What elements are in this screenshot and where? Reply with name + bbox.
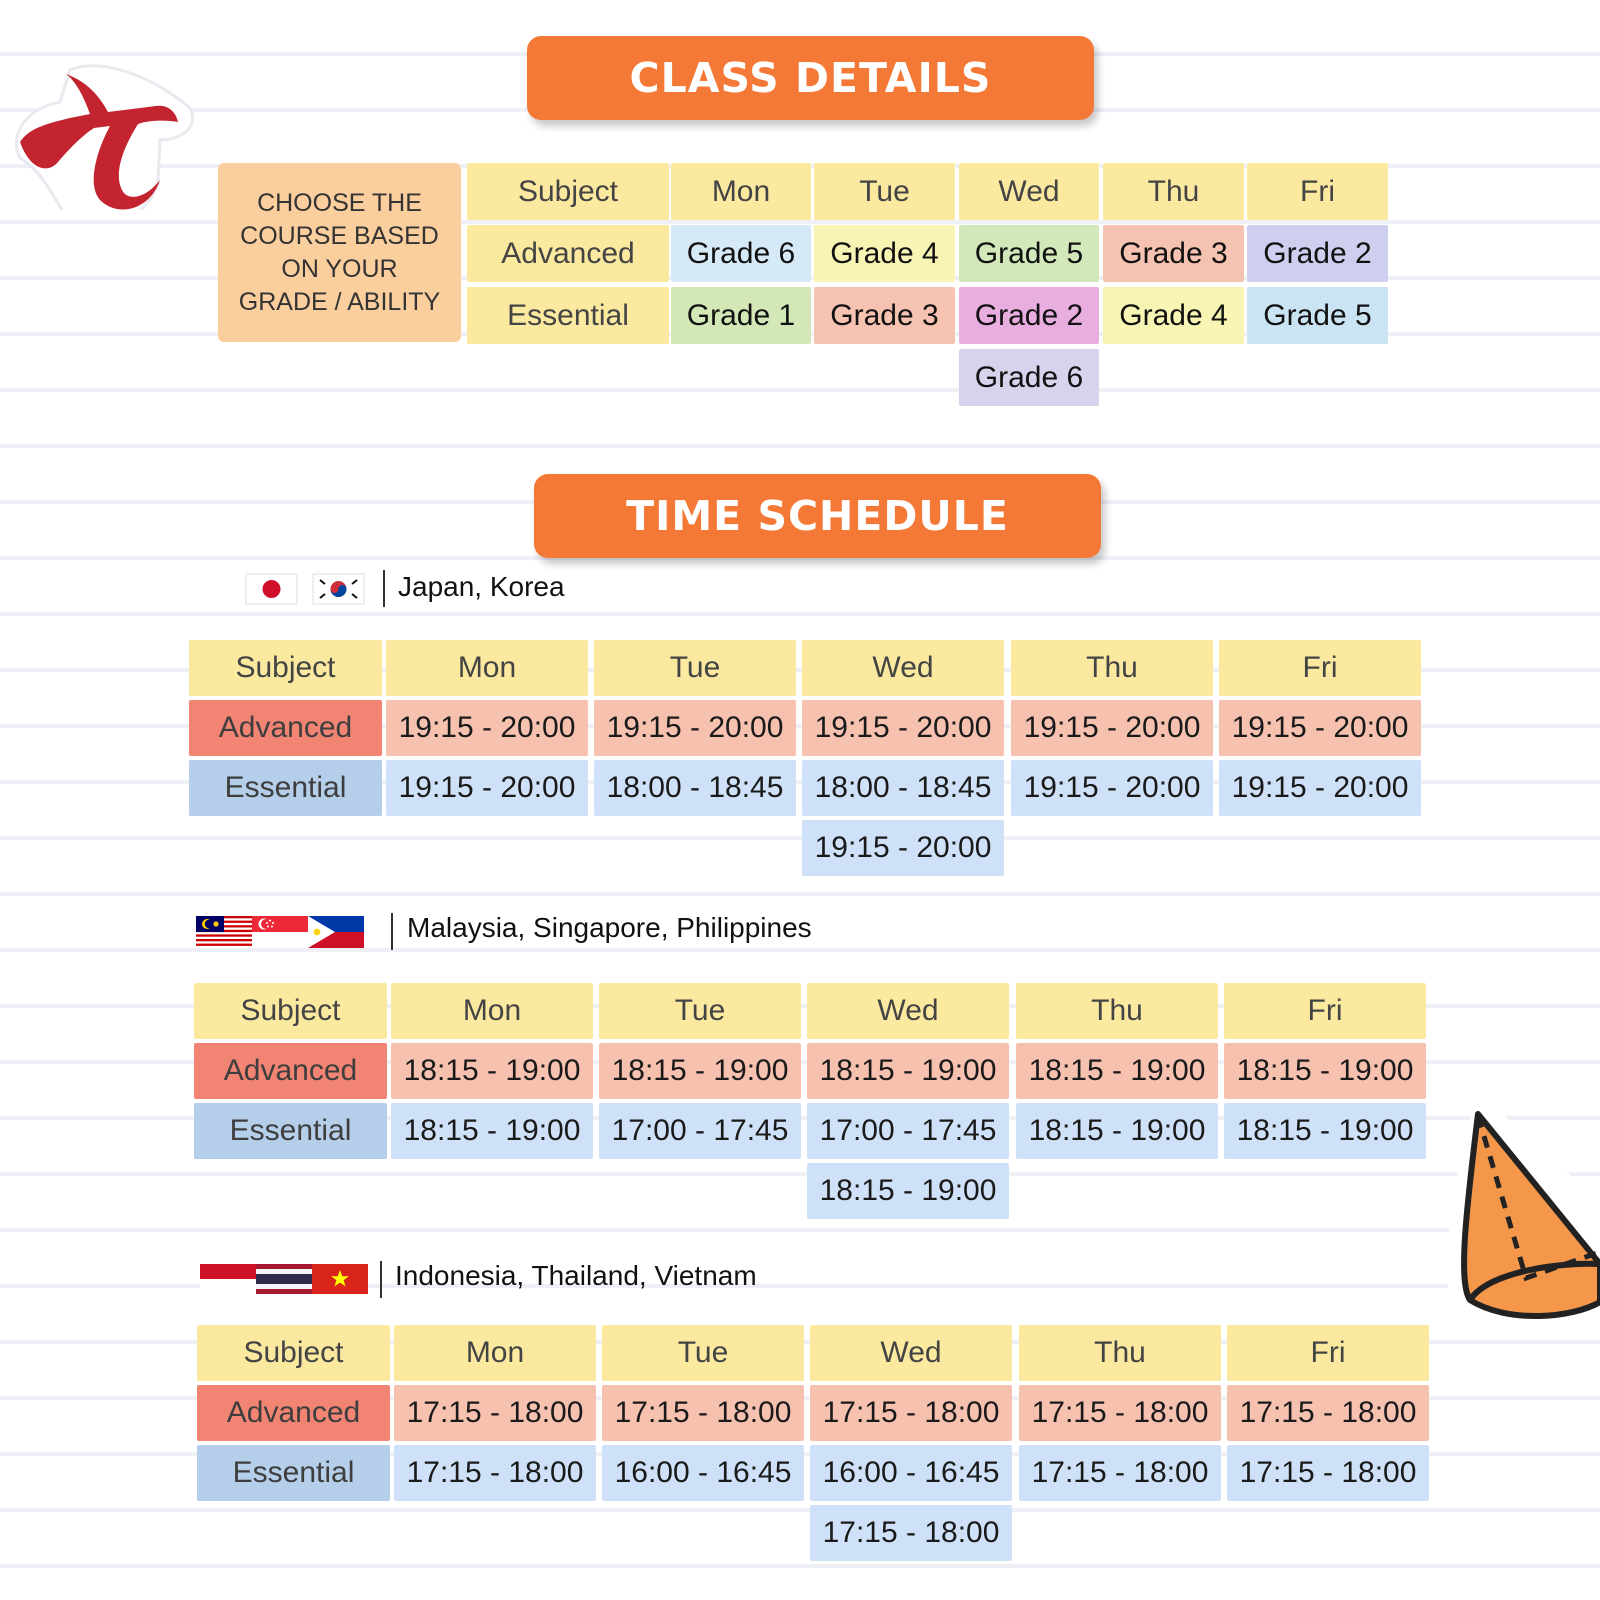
time-cell: 19:15 - 20:00: [1219, 700, 1421, 756]
header-cell: Mon: [386, 640, 588, 696]
time-cell: 19:15 - 20:00: [386, 700, 588, 756]
grade-cell: Grade 2: [1247, 225, 1388, 282]
header-cell: Fri: [1224, 983, 1426, 1039]
vietnam-flag-icon: [312, 1262, 368, 1296]
time-cell: 17:00 - 17:45: [807, 1103, 1009, 1159]
time-cell: 17:15 - 18:00: [810, 1385, 1012, 1441]
header-cell: Subject: [467, 163, 669, 220]
time-cell: 19:15 - 20:00: [802, 700, 1004, 756]
time-cell: 17:15 - 18:00: [1019, 1385, 1221, 1441]
grade-cell: Grade 4: [814, 225, 955, 282]
time-cell: 17:15 - 18:00: [394, 1445, 596, 1501]
time-cell: 18:00 - 18:45: [594, 760, 796, 816]
time-cell: 17:15 - 18:00: [394, 1385, 596, 1441]
time-cell: 16:00 - 16:45: [602, 1445, 804, 1501]
header-cell: Mon: [394, 1325, 596, 1381]
time-cell: 17:00 - 17:45: [599, 1103, 801, 1159]
time-cell: 18:15 - 19:00: [807, 1043, 1009, 1099]
row-label-essential: Essential: [194, 1103, 387, 1159]
time-cell: 18:15 - 19:00: [391, 1103, 593, 1159]
grade-cell: Grade 6: [959, 349, 1099, 406]
row-label-advanced: Advanced: [189, 700, 382, 756]
time-cell: 18:15 - 19:00: [807, 1163, 1009, 1219]
row-label-essential: Essential: [467, 287, 669, 344]
time-cell: 18:15 - 19:00: [391, 1043, 593, 1099]
header-cell: Tue: [814, 163, 955, 220]
note-line: CHOOSE THE: [257, 188, 422, 217]
header-cell: Wed: [802, 640, 1004, 696]
row-label-essential: Essential: [189, 760, 382, 816]
time-cell: 18:15 - 19:00: [1224, 1043, 1426, 1099]
note-line: ON YOUR: [281, 254, 398, 283]
divider: [383, 570, 385, 607]
header-cell: Mon: [671, 163, 811, 220]
korea-flag-icon: [312, 572, 365, 605]
region-label: Malaysia, Singapore, Philippines: [407, 912, 812, 943]
time-cell: 17:15 - 18:00: [1227, 1385, 1429, 1441]
time-cell: 17:15 - 18:00: [810, 1505, 1012, 1561]
header-cell: Wed: [810, 1325, 1012, 1381]
row-label-advanced: Advanced: [467, 225, 669, 282]
header-cell: Tue: [599, 983, 801, 1039]
course-choice-note: [218, 163, 461, 342]
row-label-advanced: Advanced: [194, 1043, 387, 1099]
pi-sticker-icon: [0, 30, 205, 210]
grade-cell: Grade 4: [1103, 287, 1244, 344]
row-label-advanced: Advanced: [197, 1385, 390, 1441]
region-label: Indonesia, Thailand, Vietnam: [395, 1260, 757, 1291]
grade-cell: Grade 1: [671, 287, 811, 344]
header-cell: Wed: [959, 163, 1099, 220]
time-schedule-banner: TIME SCHEDULE: [534, 474, 1101, 558]
grade-cell: Grade 3: [814, 287, 955, 344]
time-cell: 17:15 - 18:00: [1227, 1445, 1429, 1501]
grade-cell: Grade 6: [671, 225, 811, 282]
note-line: COURSE BASED: [240, 221, 439, 250]
header-cell: Thu: [1016, 983, 1218, 1039]
indonesia-flag-icon: [200, 1262, 256, 1296]
time-cell: 19:15 - 20:00: [802, 820, 1004, 876]
malaysia-flag-icon: [196, 914, 252, 948]
time-cell: 18:15 - 19:00: [1016, 1043, 1218, 1099]
header-cell: Fri: [1227, 1325, 1429, 1381]
row-label-essential: Essential: [197, 1445, 390, 1501]
time-cell: 19:15 - 20:00: [1011, 700, 1213, 756]
time-cell: 16:00 - 16:45: [810, 1445, 1012, 1501]
header-cell: Tue: [594, 640, 796, 696]
time-cell: 19:15 - 20:00: [386, 760, 588, 816]
header-cell: Subject: [189, 640, 382, 696]
grade-cell: Grade 5: [1247, 287, 1388, 344]
time-cell: 18:00 - 18:45: [802, 760, 1004, 816]
time-cell: 19:15 - 20:00: [1219, 760, 1421, 816]
class-details-banner: CLASS DETAILS: [527, 36, 1094, 120]
header-cell: Fri: [1219, 640, 1421, 696]
time-cell: 18:15 - 19:00: [1224, 1103, 1426, 1159]
header-cell: Thu: [1019, 1325, 1221, 1381]
cone-sticker-icon: [1448, 1092, 1600, 1352]
header-cell: Thu: [1103, 163, 1244, 220]
header-cell: Mon: [391, 983, 593, 1039]
time-cell: 19:15 - 20:00: [1011, 760, 1213, 816]
header-cell: Thu: [1011, 640, 1213, 696]
note-line: GRADE / ABILITY: [238, 287, 441, 316]
header-cell: Wed: [807, 983, 1009, 1039]
singapore-flag-icon: [252, 914, 308, 948]
header-cell: Fri: [1247, 163, 1388, 220]
time-cell: 18:15 - 19:00: [599, 1043, 801, 1099]
region-label: Japan, Korea: [398, 571, 565, 602]
time-cell: 17:15 - 18:00: [602, 1385, 804, 1441]
divider: [380, 1261, 382, 1298]
header-cell: Subject: [197, 1325, 390, 1381]
time-cell: 17:15 - 18:00: [1019, 1445, 1221, 1501]
grade-cell: Grade 5: [959, 225, 1099, 282]
grade-cell: Grade 3: [1103, 225, 1244, 282]
header-cell: Subject: [194, 983, 387, 1039]
philippines-flag-icon: [308, 914, 364, 948]
time-cell: 19:15 - 20:00: [594, 700, 796, 756]
header-cell: Tue: [602, 1325, 804, 1381]
japan-flag-icon: [245, 572, 298, 605]
grade-cell: Grade 2: [959, 287, 1099, 344]
thailand-flag-icon: [256, 1262, 312, 1296]
time-cell: 18:15 - 19:00: [1016, 1103, 1218, 1159]
divider: [391, 913, 393, 950]
